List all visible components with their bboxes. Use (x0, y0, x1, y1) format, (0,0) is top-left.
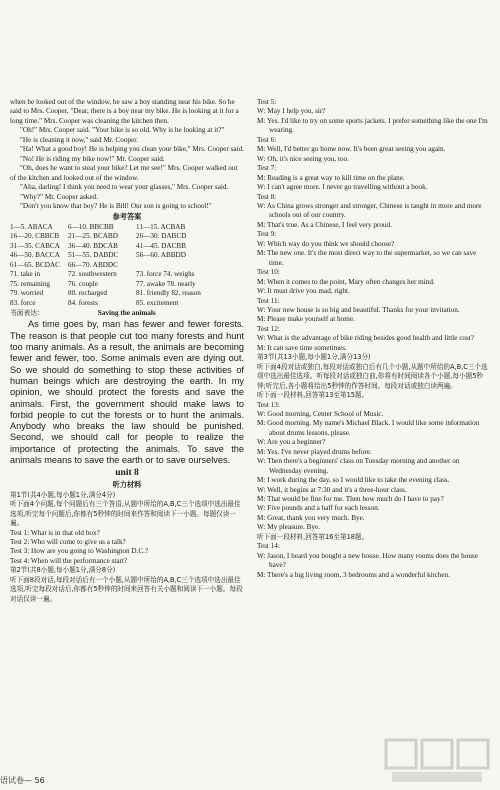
dialogue-line: M: I work during the day, so I would like to take the evening class. (257, 476, 450, 485)
answer-cell: 11—15. ACBAB (136, 222, 186, 231)
answer-cell: 84. forests (68, 298, 98, 307)
answer-row (10, 242, 244, 251)
test-label: Test 9: (257, 230, 277, 239)
answer-cell: 26—30. DABCD (136, 232, 187, 241)
answer-row (10, 289, 244, 298)
dialogue-line: M: That would be fine for me. Then how much do I have to pay? (257, 495, 444, 504)
answer-cell: 36—40. BDCAB (68, 241, 118, 250)
story-paragraph: "Ha! What a good boy! He is helping you clean your bike," Mrs. Cooper said. (20, 145, 244, 154)
answer-cell: 41—45. DACBB (136, 241, 186, 250)
test-question: Test 3: How are you going to Washington D.C.? (10, 547, 149, 556)
answer-row (10, 261, 244, 270)
page-footer: 语试卷— 56 (0, 776, 45, 785)
answer-cell: 71. take in (10, 270, 41, 279)
dialogue-line: W: Are you a beginner? (257, 438, 326, 447)
answer-cell (136, 261, 244, 270)
story-paragraph: when he looked out of the window, he saw a boy standing near his bike. So he said to Mrs. Cooper, "Dear, there is a boy near my bike. He is looking at it for a long time." Mrs. Cooper was cleaning the kitchen then. (10, 98, 239, 125)
answer-cell: 73. force 74. weighs (136, 270, 195, 279)
dialogue-line: M: There's a big living room, 3 bedrooms and a wonderful kitchen. (257, 570, 450, 579)
dialogue-line: W: Five pounds and a half for each lesson. (257, 504, 380, 513)
dialogue-line: M: Good morning. My name's Michael Black. I would like some information about drums lessons, please. (257, 419, 480, 437)
answer-cell: 81. friendly 82. reason (136, 289, 201, 298)
answer-cell: 80. recharged (68, 289, 107, 298)
section-instruction: 听下面一段材料,回答第13至第15题。 (257, 391, 369, 400)
answer-cell: 79. worried (10, 289, 44, 298)
dialogue-line: W: Your new house is so big and beautiful. Thanks for your invitation. (257, 305, 460, 314)
test-label: Test 14: (257, 542, 280, 551)
answer-cell: 77. awake 78. nearly (136, 279, 196, 288)
answer-cell: 61—65. BCDAC (10, 260, 60, 269)
section-instruction: 听下面4段对话或独白,每段对话或独白后有几个小题,从题中所给的A,B,C三个选项中选出最佳选项。听每段对话或独白前,你将有时间阅读各个小题,每小题5秒钟;听完后,各小题将给出5秒钟的作答时间。每段对话或独白读两遍。 (257, 362, 488, 390)
dialogue-line: W: Then there's a beginners' class on Tuesday morning and another on Wednesday evening. (257, 457, 460, 475)
part2-instructions: 听下面8段对话,每段对话后有一个小题,从题中所给的A,B,C三个选项中选出最佳选项,听完每段对话后,你都有5秒钟的时间来回答有关小题和阅读下一小题。每段对话仅读一遍。 (10, 575, 243, 603)
listening-title: 听力材料 (112, 480, 142, 490)
answer-cell: 1—5. ABACA (10, 222, 53, 231)
answer-row (10, 251, 244, 260)
unit-title: unit 8 (115, 468, 139, 479)
answer-cell: 72. southwestern (68, 270, 117, 279)
dialogue-line: M: When it comes to the point, Mary often changes her mind. (257, 277, 435, 286)
part2-heading: 第2节(共8小题,每小题1分,满分8分) (10, 566, 116, 575)
dialogue-line: M: It can save time sometimes. (257, 343, 347, 352)
dialogue-line: W: As China grows stronger and stronger, Chinese is taught in more and more schools out of our country. (257, 201, 482, 220)
story-paragraph: "Why?" Mr. Cooper asked. (20, 192, 98, 201)
dialogue-line: W: Well, it begins at 7:30 and it's a three-hour class. (257, 485, 407, 494)
answer-row (10, 270, 244, 279)
part1-instructions: 听下面4个问题,每个问题后有三个答语,从题中所给的A,B,C三个选项中选出最佳选项,听完每个问题后,你都有5秒钟的时间来作答和阅读下一小题。每题仅读一遍。 (10, 500, 241, 528)
answer-key (10, 223, 244, 308)
answer-cell: 16—20. CBBCB (10, 232, 60, 241)
dialogue-line: M: Great, thank you very much. Bye. (257, 513, 365, 522)
answer-cell: 51—55. DABDC (68, 251, 119, 260)
answer-cell: 75. remaining (10, 279, 50, 288)
test-label: Test 5: (257, 98, 277, 106)
answer-cell: 56—60. ABBDD (136, 251, 186, 260)
right-column (257, 98, 491, 760)
dialogue-line: M: That's true. As a Chinese, I feel very proud. (257, 220, 392, 229)
test-label: Test 12: (257, 324, 280, 333)
answer-row (10, 280, 244, 289)
part1-heading: 第1节(共4小题,每小题1分,满分4分) (10, 490, 116, 499)
essay-header (10, 309, 244, 318)
dialogue-line: M: Please make yourself at home. (257, 315, 355, 324)
story-paragraph: "Oh, does he want to steal your bike? Let me see!" Mrs. Cooper walked out of the kitchen and looked out of the window. (10, 164, 238, 182)
dialogue-line: M: Yes. I'd like to try on some sports jackets. I prefer something like the one I'm wearing. (257, 116, 488, 135)
answer-cell: 85. excitement (136, 298, 179, 307)
dialogue-line: M: Yes, I've never played drums before. (257, 447, 372, 456)
answer-cell: 21—25. BCABD (68, 232, 118, 241)
test-label: Test 7: (257, 164, 277, 173)
dialogue-line: W: Oh, it's nice seeing you, too. (257, 154, 349, 163)
dialogue-line: W: Which way do you think we should choose? (257, 239, 395, 248)
test-label: Test 8: (257, 192, 277, 201)
answer-cell: 6—10. BBCBB (68, 222, 114, 231)
watermark-logo-icon (382, 736, 492, 786)
dialogue-line: W: It must drive you mad, right. (257, 287, 350, 296)
story-paragraph: "Oh!" Mrs. Cooper said. "Your bike is so old. Why is he looking at it?" (20, 126, 225, 135)
test-label: Test 11: (257, 296, 280, 305)
answer-cell: 76. couple (68, 279, 98, 288)
story-paragraph: "No! He is riding my bike now!" Mr. Cooper said. (20, 154, 165, 163)
dialogue-line: W: My pleasure. Bye. (257, 523, 321, 532)
essay-text: As time goes by, man has fewer and fewer forests. The reason is that people cut too many forests and hunt too many animals. As a result, the animals are becoming fewer and fewer, too. Some animals even are dying out. So we should do something to stop these activities of human beings which are destroying the earth. In my opinion, we should protect the forests and save the animals. First, the government should make laws to forbid people to cut the forests or to hunt the animals. Anybody who breaks the law should be punished. Second, we should call for people to realize the importance of protecting the animals. To save the animals means to save the earth or to save ourselves. (10, 319, 244, 465)
dialogue-line: M: Reading is a great way to kill time on the plane. (257, 173, 405, 182)
test-label: Test 13: (257, 400, 280, 409)
dialogue-line: W: What is the advantage of bike riding besides good health and little cost? (257, 334, 474, 343)
story-paragraph: "Aha, darling! I think you need to wear your glasses," Mrs. Cooper said. (20, 183, 229, 192)
dialogue-line: W: Good morning, Center School of Music. (257, 409, 384, 418)
test-label: Test 10: (257, 268, 280, 277)
story-text (10, 98, 244, 211)
dialogue-line: W: May I help you, sir? (257, 107, 326, 116)
answer-cell: 31—35. CABCA (10, 241, 60, 250)
test-list-1 (10, 529, 244, 567)
test-question: Test 4: When will the performance start? (10, 556, 128, 565)
dialogue-line: W: I can't agree more. I never go travelling without a book. (257, 183, 428, 192)
answer-row (10, 299, 244, 308)
answer-cell: 66—70. ABDDC (68, 260, 118, 269)
answer-row (10, 223, 244, 232)
answer-cell: 46—50. BACCA (10, 251, 60, 260)
answer-row (10, 232, 244, 241)
section-instruction: 第3节(共13小题,每小题1分,满分13分) (257, 353, 371, 362)
left-column (10, 98, 244, 760)
story-paragraph: "Don't you know that boy? He is Bill! Our son is going to school!" (20, 201, 212, 210)
essay-title: Saving the animals (97, 308, 156, 317)
story-paragraph: "He is cleaning it now," said Mr. Cooper. (20, 135, 138, 144)
answers-title: 参考答案 (112, 212, 142, 222)
test-label: Test 6: (257, 135, 277, 144)
answer-cell: 83. force (10, 298, 36, 307)
section-instruction: 听下面一段材料,回答第16至第18题。 (257, 532, 369, 541)
dialogue-line: M: Well, I'd better go home now. It's been great seeing you again. (257, 145, 446, 154)
dialogue-line: M: The new one. It's the most direct way to the supermarket, so we can save time. (257, 249, 477, 267)
test-question: Test 2: Who will come to give us a talk? (10, 538, 126, 546)
essay-label: 书面表达: (10, 308, 40, 317)
test-question: Test 1: What is in that old box? (10, 528, 100, 537)
dialogue-line: W: Jason, I heard you bought a new house. How many rooms does the house have? (257, 551, 478, 570)
